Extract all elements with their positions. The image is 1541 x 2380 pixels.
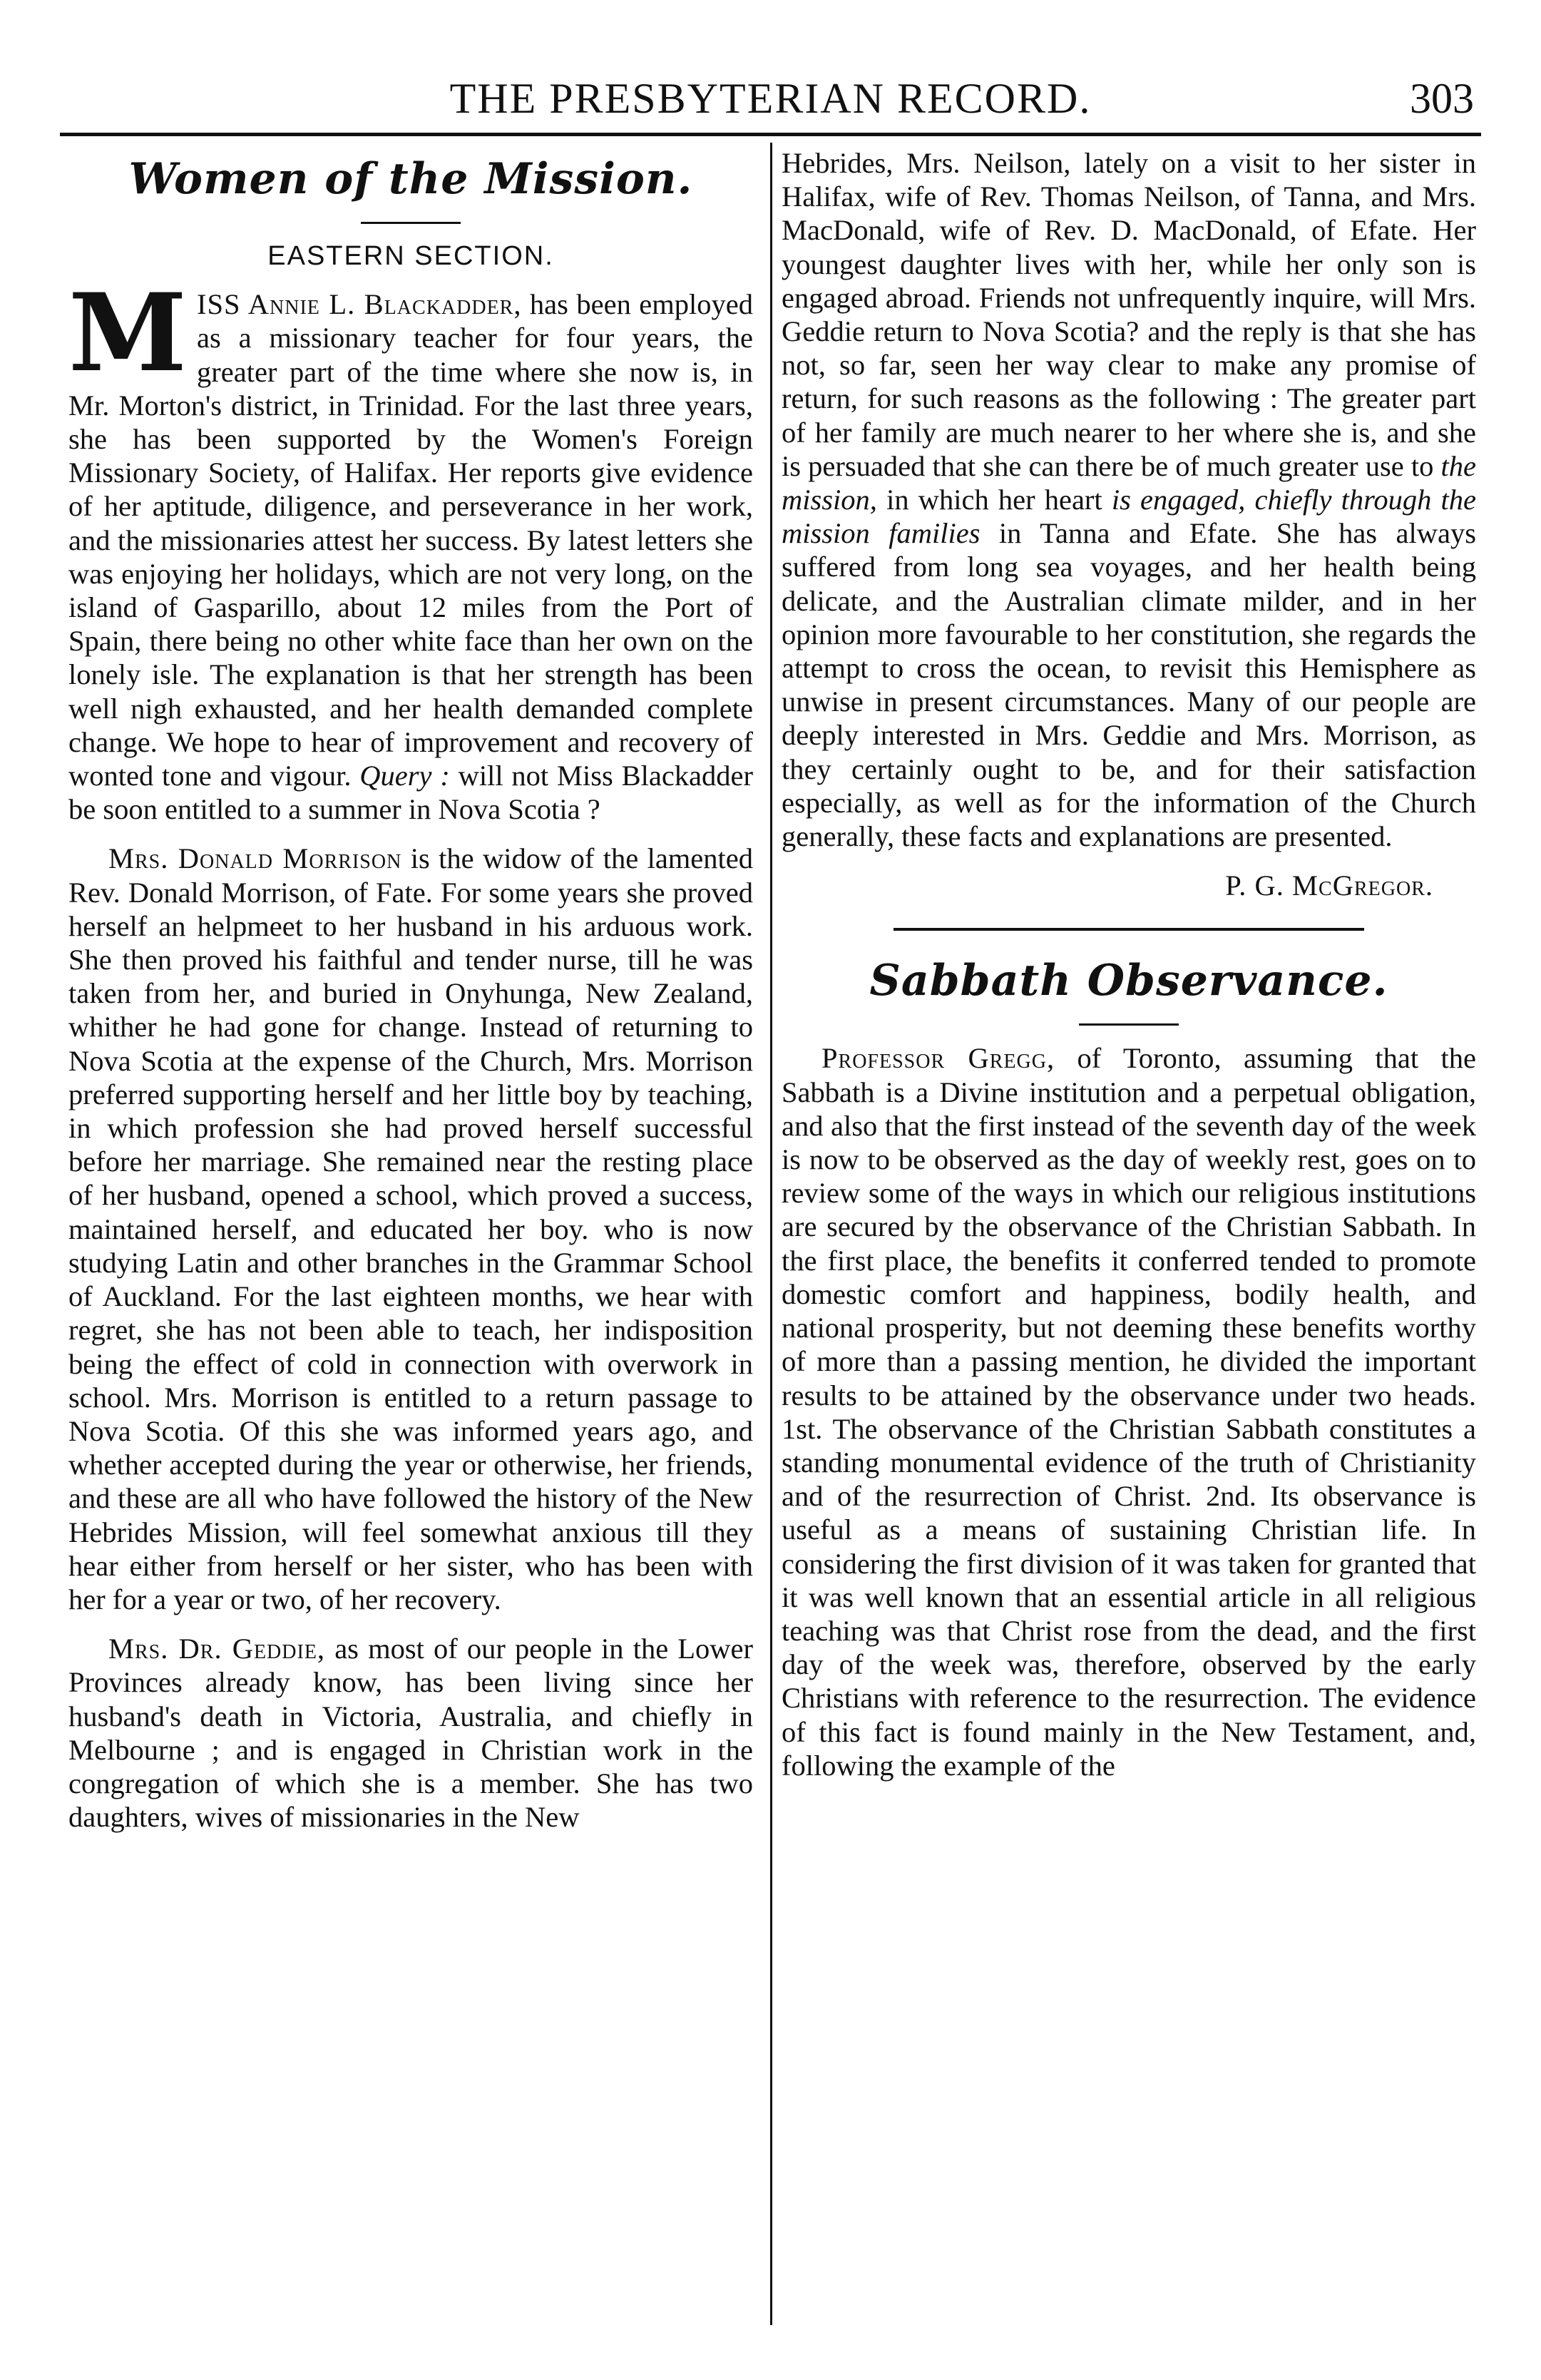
- paragraph-text: Hebrides, Mrs. Neilson, lately on a visit to her sister in Halifax, wife of Rev. Thomas Neilson, of Tanna, and Mrs. MacDonald, wife of Rev. D. MacDonald, of Efate. Her youngest daughter lives with her, while her only son is engaged abroad. Friends not unfrequently inquire, will Mrs. Geddie return to Nova Scotia? and the reply is that she has not, so far, seen her way clear to make any promise of return, for such reasons as the following : The greater part of her family are much nearer to her where she is, and she is persuaded that she can there be of much greater use to: [782, 147, 1476, 482]
- signature: P. G. McGregor.: [1225, 869, 1433, 902]
- paragraph-text: as most of our people in the Lower Provinces already know, has been living since her husband's death in Victoria, Australia, and chiefly in Melbourne ; and is engaged in Christian work in the congregation of which she is a member. She has two daughters, wives of missionaries in the New: [68, 1633, 754, 1834]
- title-rule: [1079, 1023, 1179, 1026]
- query-word: Query :: [359, 760, 450, 792]
- article-title-women-of-the-mission: Women of the Mission.: [128, 154, 693, 204]
- name-lead: Professor Gregg,: [821, 1042, 1055, 1075]
- paragraph-text: in which her heart: [876, 484, 1112, 516]
- right-column: [782, 146, 1476, 1798]
- name-lead: Mrs. Dr. Geddie,: [108, 1633, 326, 1665]
- italic-text: is engaged, chiefly through the mission families: [782, 484, 1476, 550]
- name-lead: ISS Annie L. Blackadder,: [197, 288, 522, 321]
- paragraph-text: in Tanna and Efate. She has always suffered from long sea voyages, and her health being delicate, and the Australian climate milder, and in her opinion more favourable to her constitution, she regards the attempt to cross the ocean, to revisit this Hemisphere as unwise in present circumstances. Many of our people are deeply interested in Mrs. Geddie and Mrs. Morrison, as they certainly ought to be, and for their satisfaction especially, as well as for the information of the Church generally, these facts and explanations are presented.: [782, 517, 1476, 853]
- italic-text: the mission,: [782, 449, 1476, 516]
- section-subtitle: EASTERN SECTION.: [267, 241, 554, 271]
- running-head: [63, 68, 1478, 126]
- journal-title: THE PRESBYTERIAN RECORD.: [449, 75, 1092, 122]
- paragraph-morrison: [68, 842, 753, 1616]
- left-column: [68, 146, 753, 1849]
- paragraph-blackadder: [68, 270, 753, 826]
- paragraph-text: has been employed as a missionary teacher for four years, the greater part of the time where she now is, in Mr. Morton's district, in Trinidad. For the last three years, she has been supported by the Women's Foreign Missionary Society, of Halifax. Her reports give evidence of her aptitude, diligence, and perseverance in her work, and the missionaries attest her success. By latest letters she was enjoying her holidays, which are not very long, on the island of Gasparillo, about 12 miles from the Port of Spain, there being no other white face than her own on the lonely isle. The explanation is that her strength has been well nigh exhausted, and her health demanded complete change. We hope to hear of improvement and recovery of wonted tone and vigour.: [68, 288, 753, 792]
- column-divider: [770, 143, 772, 2325]
- name-lead: Mrs. Donald Morrison: [108, 842, 402, 875]
- article-title-sabbath-observance: Sabbath Observance.: [869, 956, 1388, 1006]
- paragraph-text: of Toronto, assuming that the Sabbath is a Divine institution and a perpetual obligation, and also that the first instead of the seventh day of the week is now to be observed as the day of weekly rest, goes on to review some of the ways in which our religious institutions are secured by the observance of the Christian Sabbath. In the first place, the benefits it conferred tended to promote domestic comfort and happiness, bodily health, and national prosperity, but not deeming these benefits worthy of more than a passing mention, he divided the important results to be attained by the observance under two heads. 1st. The observance of the Christian Sabbath constitutes a standing monumental evidence of the truth of Christianity and of the resurrection of Christ. 2nd. Its observance is useful as a means of sustaining Christian life. In considering the first division of it was taken for granted that it was well known that an essential article in all religious teaching was that Christ rose from the dead, and the first day of the week was, therefore, observed by the early Christians with reference to the resurrection. The evidence of this fact is found mainly in the New Testament, and, following the example of the: [782, 1042, 1476, 1782]
- paragraph-text: will not Miss Blackadder be soon entitled to a summer in Nova Scotia ?: [68, 760, 753, 826]
- paragraph-text: is the widow of the lamented Rev. Donald Morrison, of Fate. For some years she proved herself an helpmeet to her husband in his arduous work. She then proved his faithful and tender nurse, till he was taken from her, and buried in Onyhunga, New Zealand, whither he had gone for change. Instead of returning to Nova Scotia at the expense of the Church, Mrs. Morrison preferred supporting herself and her little boy by teaching, in which profession she had proved herself successful before her marriage. She remained near the resting place of her husband, opened a school, which proved a success, maintained herself, and educated her boy. who is now studying Latin and other branches in the Grammar School of Auckland. For the last eighteen months, we hear with regret, she has not been able to teach, her indisposition being the effect of cold in connection with overwork in school. Mrs. Morrison is entitled to a return passage to Nova Scotia. Of this she was informed years ago, and whether accepted during the year or otherwise, her friends, and these are all who have followed the history of the New Hebrides Mission, will feel somewhat anxious till they hear either from herself or her sister, who has been with her for a year or two, of her recovery.: [68, 842, 753, 1615]
- paragraph-geddie: [68, 1632, 753, 1834]
- article-separator: [894, 928, 1364, 931]
- paragraph-gregg: [782, 1041, 1476, 1782]
- paragraph-geddie-continued: [782, 146, 1476, 853]
- title-rule: [361, 222, 461, 224]
- page-number: 303: [1410, 75, 1474, 122]
- drop-cap: M: [68, 270, 188, 397]
- header-rule: [60, 133, 1481, 136]
